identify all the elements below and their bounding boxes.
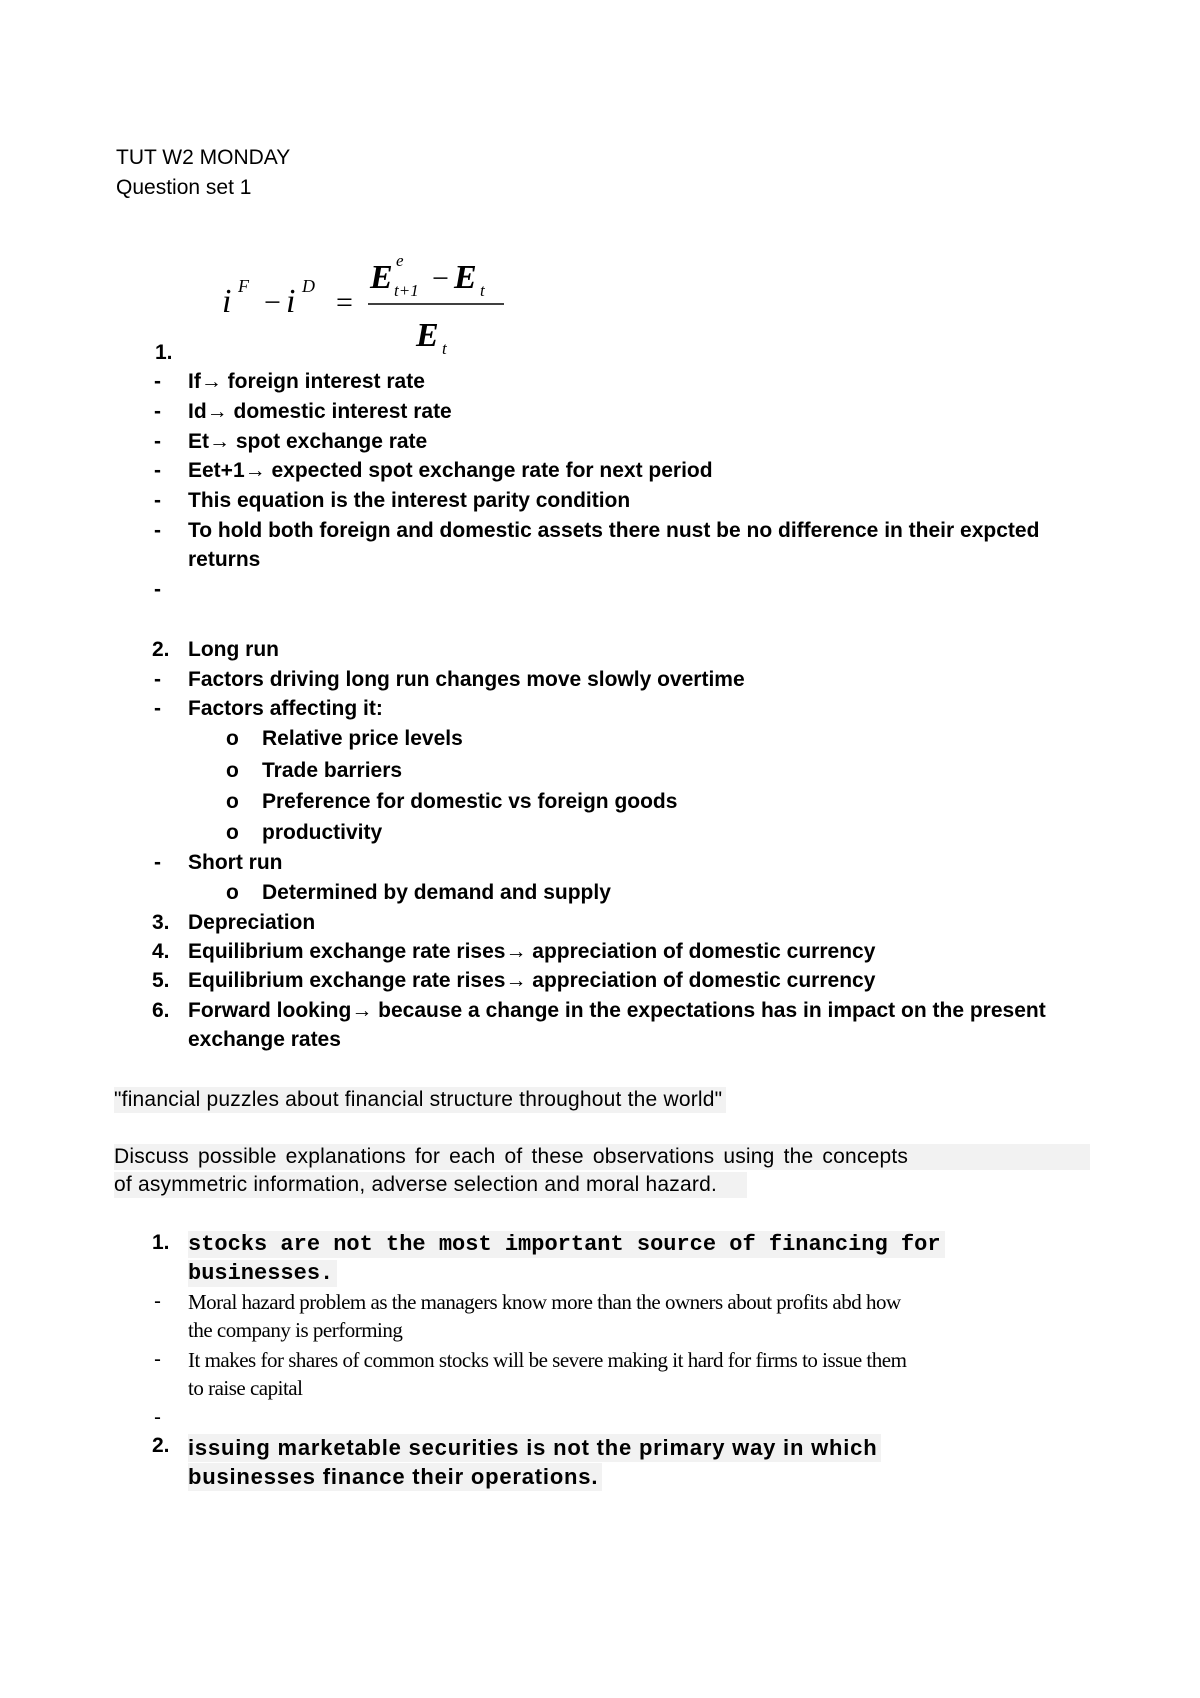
eq-num-sup-e: e	[396, 251, 404, 270]
bullet-short-run: Short run	[188, 851, 283, 874]
eq-num-sub-t: t	[480, 281, 485, 300]
answer-depreciation: Depreciation	[188, 911, 316, 934]
bullet-spot-rate: Et→ spot exchange rate	[188, 430, 428, 453]
circle-marker: o	[226, 881, 239, 904]
q1-bullet-shares: It makes for shares of common stocks will be severe making it hard for firms to issue them	[188, 1348, 907, 1372]
sub-bullet-price-levels: Relative price levels	[262, 727, 463, 750]
circle-marker: o	[226, 727, 239, 750]
dash-marker: -	[154, 430, 161, 453]
bullet-hold-assets-cont: returns	[188, 548, 261, 571]
bullet-foreign-rate: If→ foreign interest rate	[188, 370, 425, 393]
eq-i-foreign: i	[222, 283, 232, 320]
eq-equals: =	[336, 286, 353, 319]
answer-equilibrium-rises: Equilibrium exchange rate rises→ appreciation of domestic currency	[188, 969, 876, 992]
doc-subtitle: Question set 1	[116, 176, 252, 199]
eq-sup-D: D	[302, 276, 315, 296]
puzzle-q1-line1: stocks are not the most important source of financing for	[188, 1231, 945, 1258]
eq-num-minus: −	[432, 262, 449, 295]
sub-bullet-demand-supply: Determined by demand and supply	[262, 881, 611, 904]
dash-marker: -	[154, 578, 161, 601]
dash-marker: -	[154, 697, 161, 720]
q1-bullet-moral-hazard-cont: the company is performing	[188, 1318, 403, 1342]
sub-bullet-productivity: productivity	[262, 821, 383, 844]
puzzle-q1-line2: businesses.	[188, 1260, 337, 1287]
interest-parity-equation	[220, 250, 510, 360]
bullet-parity-condition: This equation is the interest parity condition	[188, 489, 631, 512]
puzzles-quote: "financial puzzles about financial structure throughout the world"	[114, 1087, 726, 1113]
bullet-hold-assets: To hold both foreign and domestic assets there nust be no difference in their expcted	[188, 519, 1040, 542]
dash-marker: -	[154, 1406, 161, 1429]
puzzle-number: 1.	[152, 1231, 170, 1254]
puzzle-q2-line2: businesses finance their operations.	[188, 1463, 602, 1491]
eq-den-sub-t: t	[442, 339, 447, 358]
q1-bullet-moral-hazard: Moral hazard problem as the managers know more than the owners about profits abd how	[188, 1290, 901, 1314]
eq-sup-F: F	[238, 276, 249, 296]
dash-marker: -	[154, 459, 161, 482]
dash-marker: -	[154, 668, 161, 691]
answer-forward-looking-cont: exchange rates	[188, 1028, 341, 1051]
dash-marker: -	[154, 519, 161, 542]
circle-marker: o	[226, 821, 239, 844]
eq-den-E: E	[416, 317, 439, 354]
bullet-long-run-factors: Factors driving long run changes move slowly overtime	[188, 668, 745, 691]
bullet-domestic-rate: Id→ domestic interest rate	[188, 400, 452, 423]
circle-marker: o	[226, 759, 239, 782]
discuss-line-1: Discuss possible explanations for each of these observations using the concepts	[114, 1144, 1090, 1170]
eq-num-E: E	[370, 259, 393, 296]
q1-bullet-shares-cont: to raise capital	[188, 1376, 303, 1400]
puzzle-number: 2.	[152, 1434, 170, 1457]
answer-number: 3.	[152, 911, 170, 934]
dash-marker: -	[154, 400, 161, 423]
answer-number: 4.	[152, 940, 170, 963]
discuss-line-2: of asymmetric information, adverse selection and moral hazard.	[114, 1172, 747, 1198]
eq-num-E2: E	[454, 259, 477, 296]
sub-bullet-trade-barriers: Trade barriers	[262, 759, 403, 782]
puzzle-q2-line1: issuing marketable securities is not the primary way in which	[188, 1434, 881, 1462]
answer-number: 5.	[152, 969, 170, 992]
dash-marker: -	[154, 1348, 161, 1371]
eq-minus-left: −	[264, 286, 281, 319]
bullet-factors-affecting: Factors affecting it:	[188, 697, 383, 720]
section1-number: 1.	[155, 341, 173, 364]
circle-marker: o	[226, 790, 239, 813]
answer-equilibrium-rises: Equilibrium exchange rate rises→ appreciation of domestic currency	[188, 940, 876, 963]
answer-number: 6.	[152, 999, 170, 1022]
dash-marker: -	[154, 1290, 161, 1313]
dash-marker: -	[154, 489, 161, 512]
eq-num-sub: t+1	[394, 281, 419, 300]
dash-marker: -	[154, 370, 161, 393]
bullet-expected-rate: Eet+1→ expected spot exchange rate for next period	[188, 459, 713, 482]
dash-marker: -	[154, 851, 161, 874]
doc-title: TUT W2 MONDAY	[116, 146, 291, 169]
section2-title: Long run	[188, 638, 279, 661]
section2-number: 2.	[152, 638, 170, 661]
answer-forward-looking: Forward looking→ because a change in the expectations has in impact on the present	[188, 999, 1046, 1022]
sub-bullet-preference: Preference for domestic vs foreign goods	[262, 790, 678, 813]
eq-i-domestic: i	[286, 283, 296, 320]
